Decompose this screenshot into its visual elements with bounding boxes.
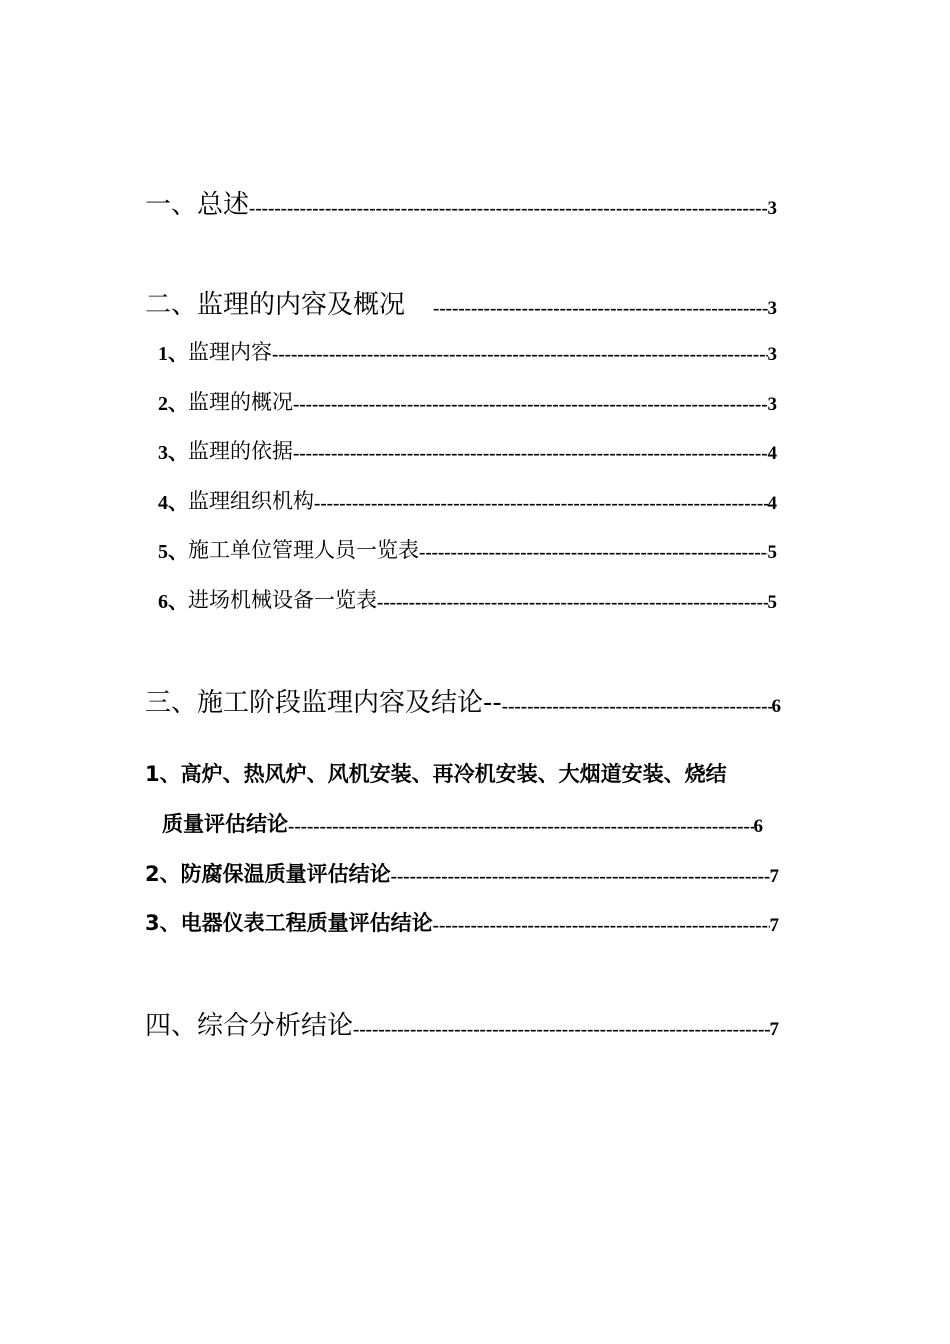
item-number: 1、 — [158, 343, 188, 365]
section-number: 二、 — [145, 290, 198, 320]
toc-item-2-2[interactable] — [158, 386, 777, 416]
item-number: 6、 — [158, 591, 188, 613]
section-title: 施工阶段监理内容及结论-- — [197, 688, 502, 718]
item-title-line2: 质量评估结论 — [162, 812, 288, 836]
item-title: 2、防腐保温质量评估结论 — [145, 862, 391, 886]
dot-leader — [288, 816, 754, 838]
toc-section-3[interactable] — [145, 682, 781, 719]
toc-item-2-4[interactable] — [158, 485, 777, 515]
item-title: 监理的概况 — [188, 390, 293, 414]
page-number: 6 — [771, 696, 781, 717]
toc-item-2-3[interactable] — [158, 435, 777, 465]
toc-section-1[interactable] — [145, 184, 777, 221]
dot-leader — [293, 443, 768, 465]
item-title: 3、电器仪表工程质量评估结论 — [145, 911, 433, 935]
page-number: 5 — [767, 592, 777, 613]
dot-leader — [377, 592, 768, 614]
section-number: 三、 — [145, 688, 198, 718]
item-number: 4、 — [158, 492, 188, 514]
dot-leader — [272, 344, 768, 366]
page-number: 7 — [769, 915, 779, 936]
page-number: 7 — [769, 866, 779, 887]
page-number: 4 — [767, 443, 777, 464]
item-title-line1: 1、高炉、热风炉、风机安装、再冷机安装、大烟道安装、烧结 — [145, 762, 727, 786]
item-title: 进场机械设备一览表 — [188, 588, 377, 612]
dot-leader — [353, 1019, 769, 1042]
page-number: 5 — [767, 542, 777, 563]
dot-leader — [293, 394, 768, 416]
item-title: 监理的依据 — [188, 439, 293, 463]
toc-section-4[interactable] — [145, 1005, 779, 1042]
toc-item-2-6[interactable] — [158, 584, 777, 614]
dot-leader — [249, 198, 767, 221]
page-number: 3 — [767, 298, 777, 319]
section-title: 总述 — [197, 190, 250, 220]
page-number: 3 — [767, 344, 777, 365]
section-number: 一、 — [145, 190, 198, 220]
toc-item-2-1[interactable] — [158, 336, 777, 366]
toc-item-3-3[interactable] — [145, 907, 779, 937]
item-number: 2、 — [158, 393, 188, 415]
toc-item-3-1-line2[interactable] — [162, 808, 763, 838]
dot-leader — [433, 915, 770, 937]
item-number: 5、 — [158, 541, 188, 563]
dot-leader — [419, 542, 768, 564]
dot-leader — [314, 493, 768, 515]
page-number: 3 — [767, 198, 777, 219]
page-number: 6 — [753, 816, 763, 837]
toc-item-3-1-line1[interactable] — [145, 758, 805, 788]
item-title: 施工单位管理人员一览表 — [188, 538, 419, 562]
page-number: 3 — [767, 394, 777, 415]
item-number: 3、 — [158, 442, 188, 464]
section-title: 监理的内容及概况 — [197, 290, 406, 320]
item-title: 监理组织机构 — [188, 489, 314, 513]
page-number: 7 — [769, 1019, 779, 1040]
toc-section-2[interactable] — [145, 284, 777, 321]
toc-item-2-5[interactable] — [158, 534, 777, 564]
toc-item-3-2[interactable] — [145, 858, 779, 888]
dot-leader — [391, 866, 770, 888]
page-number: 4 — [767, 493, 777, 514]
item-title: 监理内容 — [188, 340, 272, 364]
dot-leader — [433, 298, 767, 321]
dot-leader — [502, 696, 772, 719]
section-title: 四、综合分析结论 — [145, 1011, 354, 1041]
